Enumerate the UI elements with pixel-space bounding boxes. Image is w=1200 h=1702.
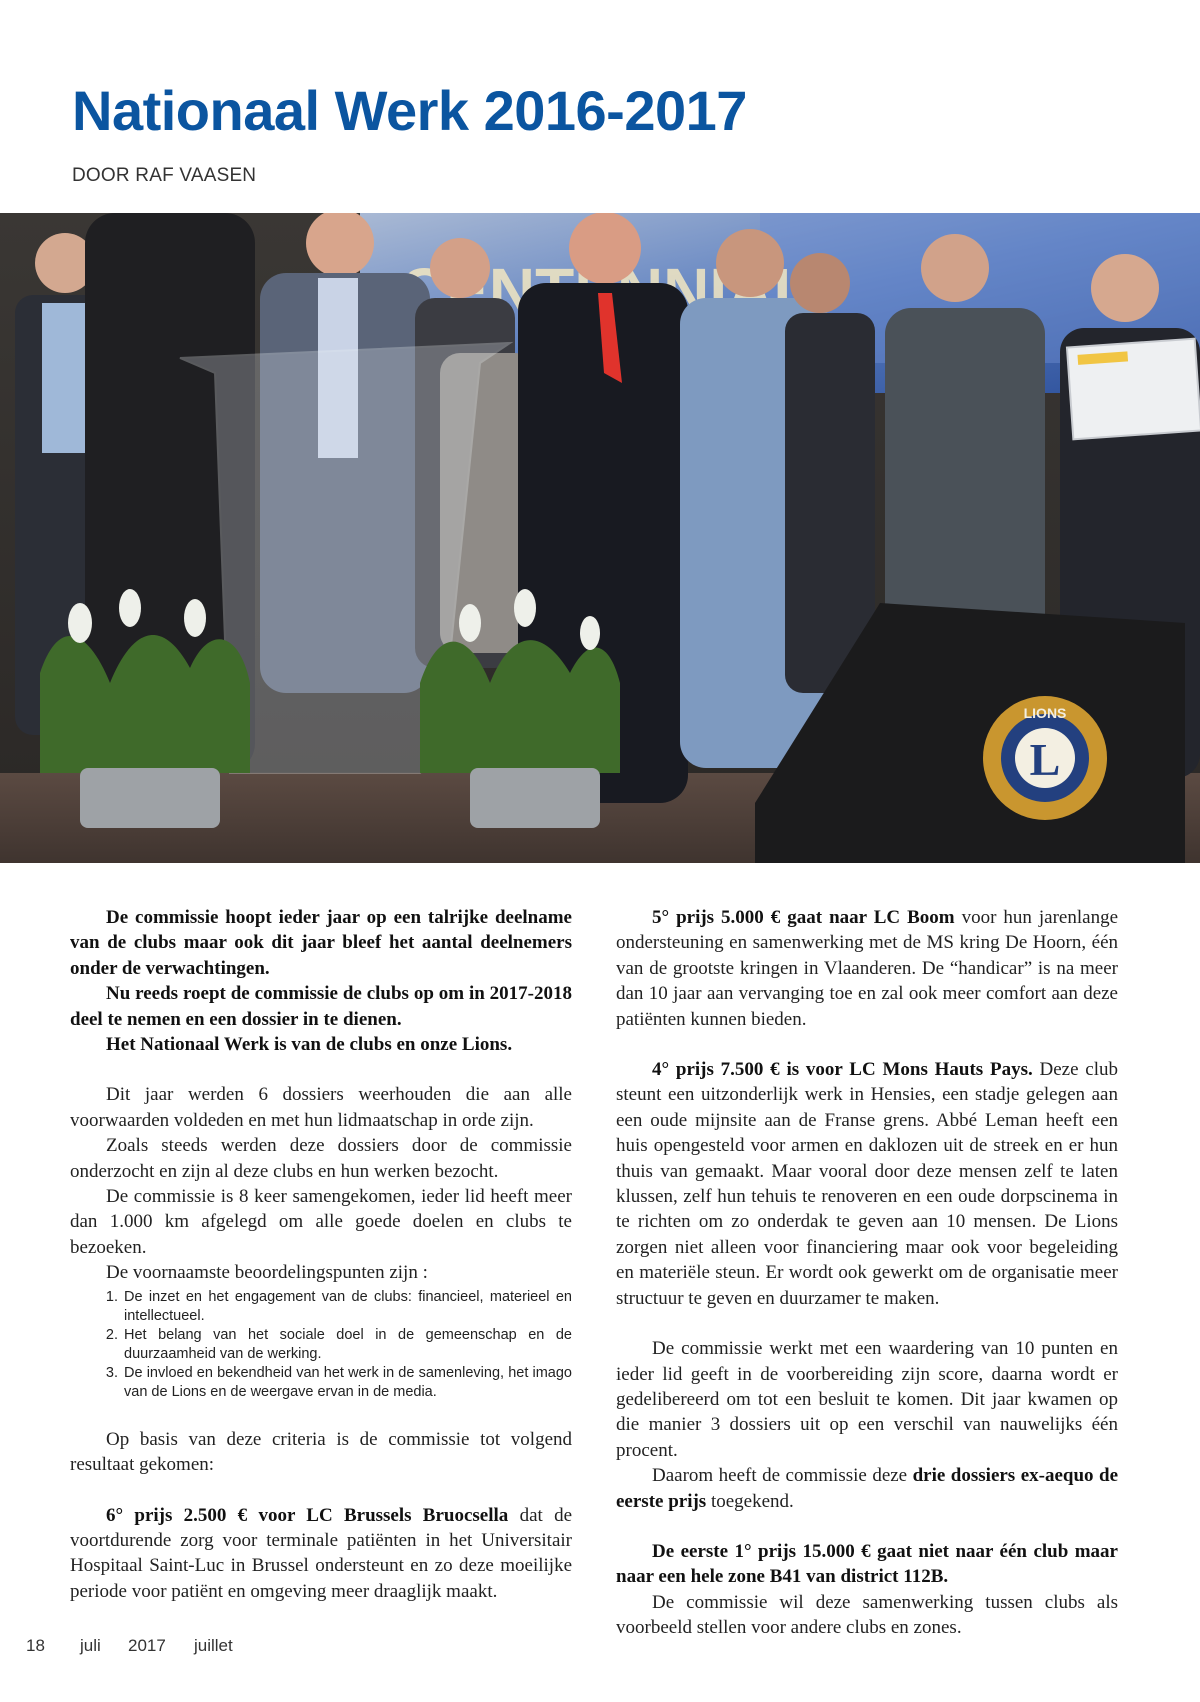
ceremony-photo xyxy=(0,213,1200,863)
fourth-prize-text: Deze club steunt een uitzonderlijk werk in Hensies, een stadje gelegen aan een oude mijnsite aan de Franse grens. Abbé Leman heeft een huis opengesteld voor armen en daklozen uit de streek en er hun thuis van gemaakt. Maar vooral door deze mensen zelf te laten klussen, zelf hun tehuis te renoveren en een oude dorpscinema in te richten om zo onderdak te geven aan 10 mensen. De Lions zorgen niet alleen voor financiering maar ook voor begeleiding en materiële steun. Er wordt ook gewerkt om de organisatie meer structuur te geven en duurzamer te maken. xyxy=(616,1059,1119,1309)
scoring-paragraph: De commissie werkt met een waardering van 10 punten en ieder lid geeft in de voorbereiding zijn score, daarna wordt er gedelibereerd om tot een besluit te komen. Dit jaar kwamen op die manier 3 dossiers uit op een verschil van nauwelijks één procent. xyxy=(616,1338,1118,1461)
meetings-paragraph: De commissie is 8 keer samengekomen, ieder lid heeft meer dan 1.000 km afgelegd om alle goede doelen en clubs te bezoeken. xyxy=(70,1186,572,1258)
footer-month-nl: juli xyxy=(80,1636,101,1655)
criteria-item: 3. De invloed en bekendheid van het werk in de samenleving, het imago van de Lions en de weergave ervan in de media. xyxy=(122,1364,572,1402)
sixth-prize-text: dat de voortdurende zorg voor terminale patiënten in het Universitair Hospitaal Saint-Luc in Brussel ondersteunt en zo deze moeilijke periode voor patiënt en omgeving meer draaglijk maakt. xyxy=(70,1504,573,1602)
dossiers-paragraph: Dit jaar werden 6 dossiers weerhouden die aan alle voorwaarden voldeden en met hun lidmaatschap in orde zijn. xyxy=(70,1084,572,1131)
article-column-right xyxy=(616,905,1118,1641)
page-number: 18 xyxy=(26,1636,45,1655)
svg-text:L: L xyxy=(1029,734,1061,785)
sixth-prize-paragraph xyxy=(70,1503,572,1605)
fourth-prize-heading: 4° prijs 7.500 € is voor LC Mons Hauts Pays. xyxy=(652,1059,1033,1081)
ex-aequo-paragraph xyxy=(616,1463,1118,1514)
ex-aequo-tail: toegekend. xyxy=(706,1490,794,1512)
intro-paragraph: De commissie hoopt ieder jaar op een talrijke deelname van de clubs maar ook dit jaar bleef het aantal deelnemers onder de verwachtingen. xyxy=(70,907,572,979)
criteria-item: 2. Het belang van het sociale doel in de gemeenschap en de duurzaamheid van de werking. xyxy=(122,1326,572,1364)
closing-paragraph: De commissie wil deze samenwerking tussen clubs als voorbeeld stellen voor andere clubs en zones. xyxy=(616,1591,1118,1639)
footer-year: 2017 xyxy=(128,1636,166,1655)
sixth-prize-heading: 6° prijs 2.500 € voor LC Brussels Bruocsella xyxy=(106,1504,509,1526)
lions-logo xyxy=(983,696,1107,820)
fifth-prize-text: voor hun jarenlange ondersteuning en samenwerking met de MS kring De Hoorn, één van de grootste kringen in Vlaanderen. De “handicar” is na meer dan 10 jaar aan vervanging toe en zal ook meer comfort aan deze patiënten kunnen bieden. xyxy=(616,907,1118,1030)
result-intro: Op basis van deze criteria is de commissie tot volgend resultaat gekomen: xyxy=(70,1428,572,1476)
certificate xyxy=(1067,339,1200,440)
author-byline: DOOR RAF VAASEN xyxy=(72,165,257,186)
ex-aequo-lead: Daarom heeft de commissie deze xyxy=(652,1465,913,1487)
svg-text:LIONS: LIONS xyxy=(1023,705,1067,721)
first-prize-heading: De eerste 1° prijs 15.000 € gaat niet naar één club maar naar een hele zone B41 van district 112B. xyxy=(616,1540,1118,1588)
visits-paragraph: Zoals steeds werden deze dossiers door de commissie onderzocht en zijn al deze clubs en hun werken bezocht. xyxy=(70,1135,572,1182)
call-paragraph: Nu reeds roept de commissie de clubs op om in 2017-2018 deel te nemen en een dossier in te dienen. xyxy=(70,983,572,1030)
criteria-intro: De voornaamste beoordelingspunten zijn : xyxy=(106,1262,428,1284)
footer-month-fr: juillet xyxy=(194,1636,233,1655)
article-column-left xyxy=(70,905,572,1604)
ex-aequo-emphasis: drie dossiers ex-aequo de eerste prijs xyxy=(616,1465,1119,1512)
fourth-prize-paragraph xyxy=(616,1057,1118,1311)
criteria-list xyxy=(70,1288,572,1402)
fifth-prize-heading: 5° prijs 5.000 € gaat naar LC Boom xyxy=(652,907,955,928)
slogan-paragraph: Het Nationaal Werk is van de clubs en onze Lions. xyxy=(106,1034,513,1056)
page-title: Nationaal Werk 2016-2017 xyxy=(72,79,747,142)
first-prize-paragraph xyxy=(616,1539,1118,1590)
criteria-item: 1. De inzet en het engagement van de clubs: financieel, materieel en intellectueel. xyxy=(122,1288,572,1326)
fifth-prize-paragraph xyxy=(616,905,1118,1032)
page-footer xyxy=(26,1636,233,1656)
